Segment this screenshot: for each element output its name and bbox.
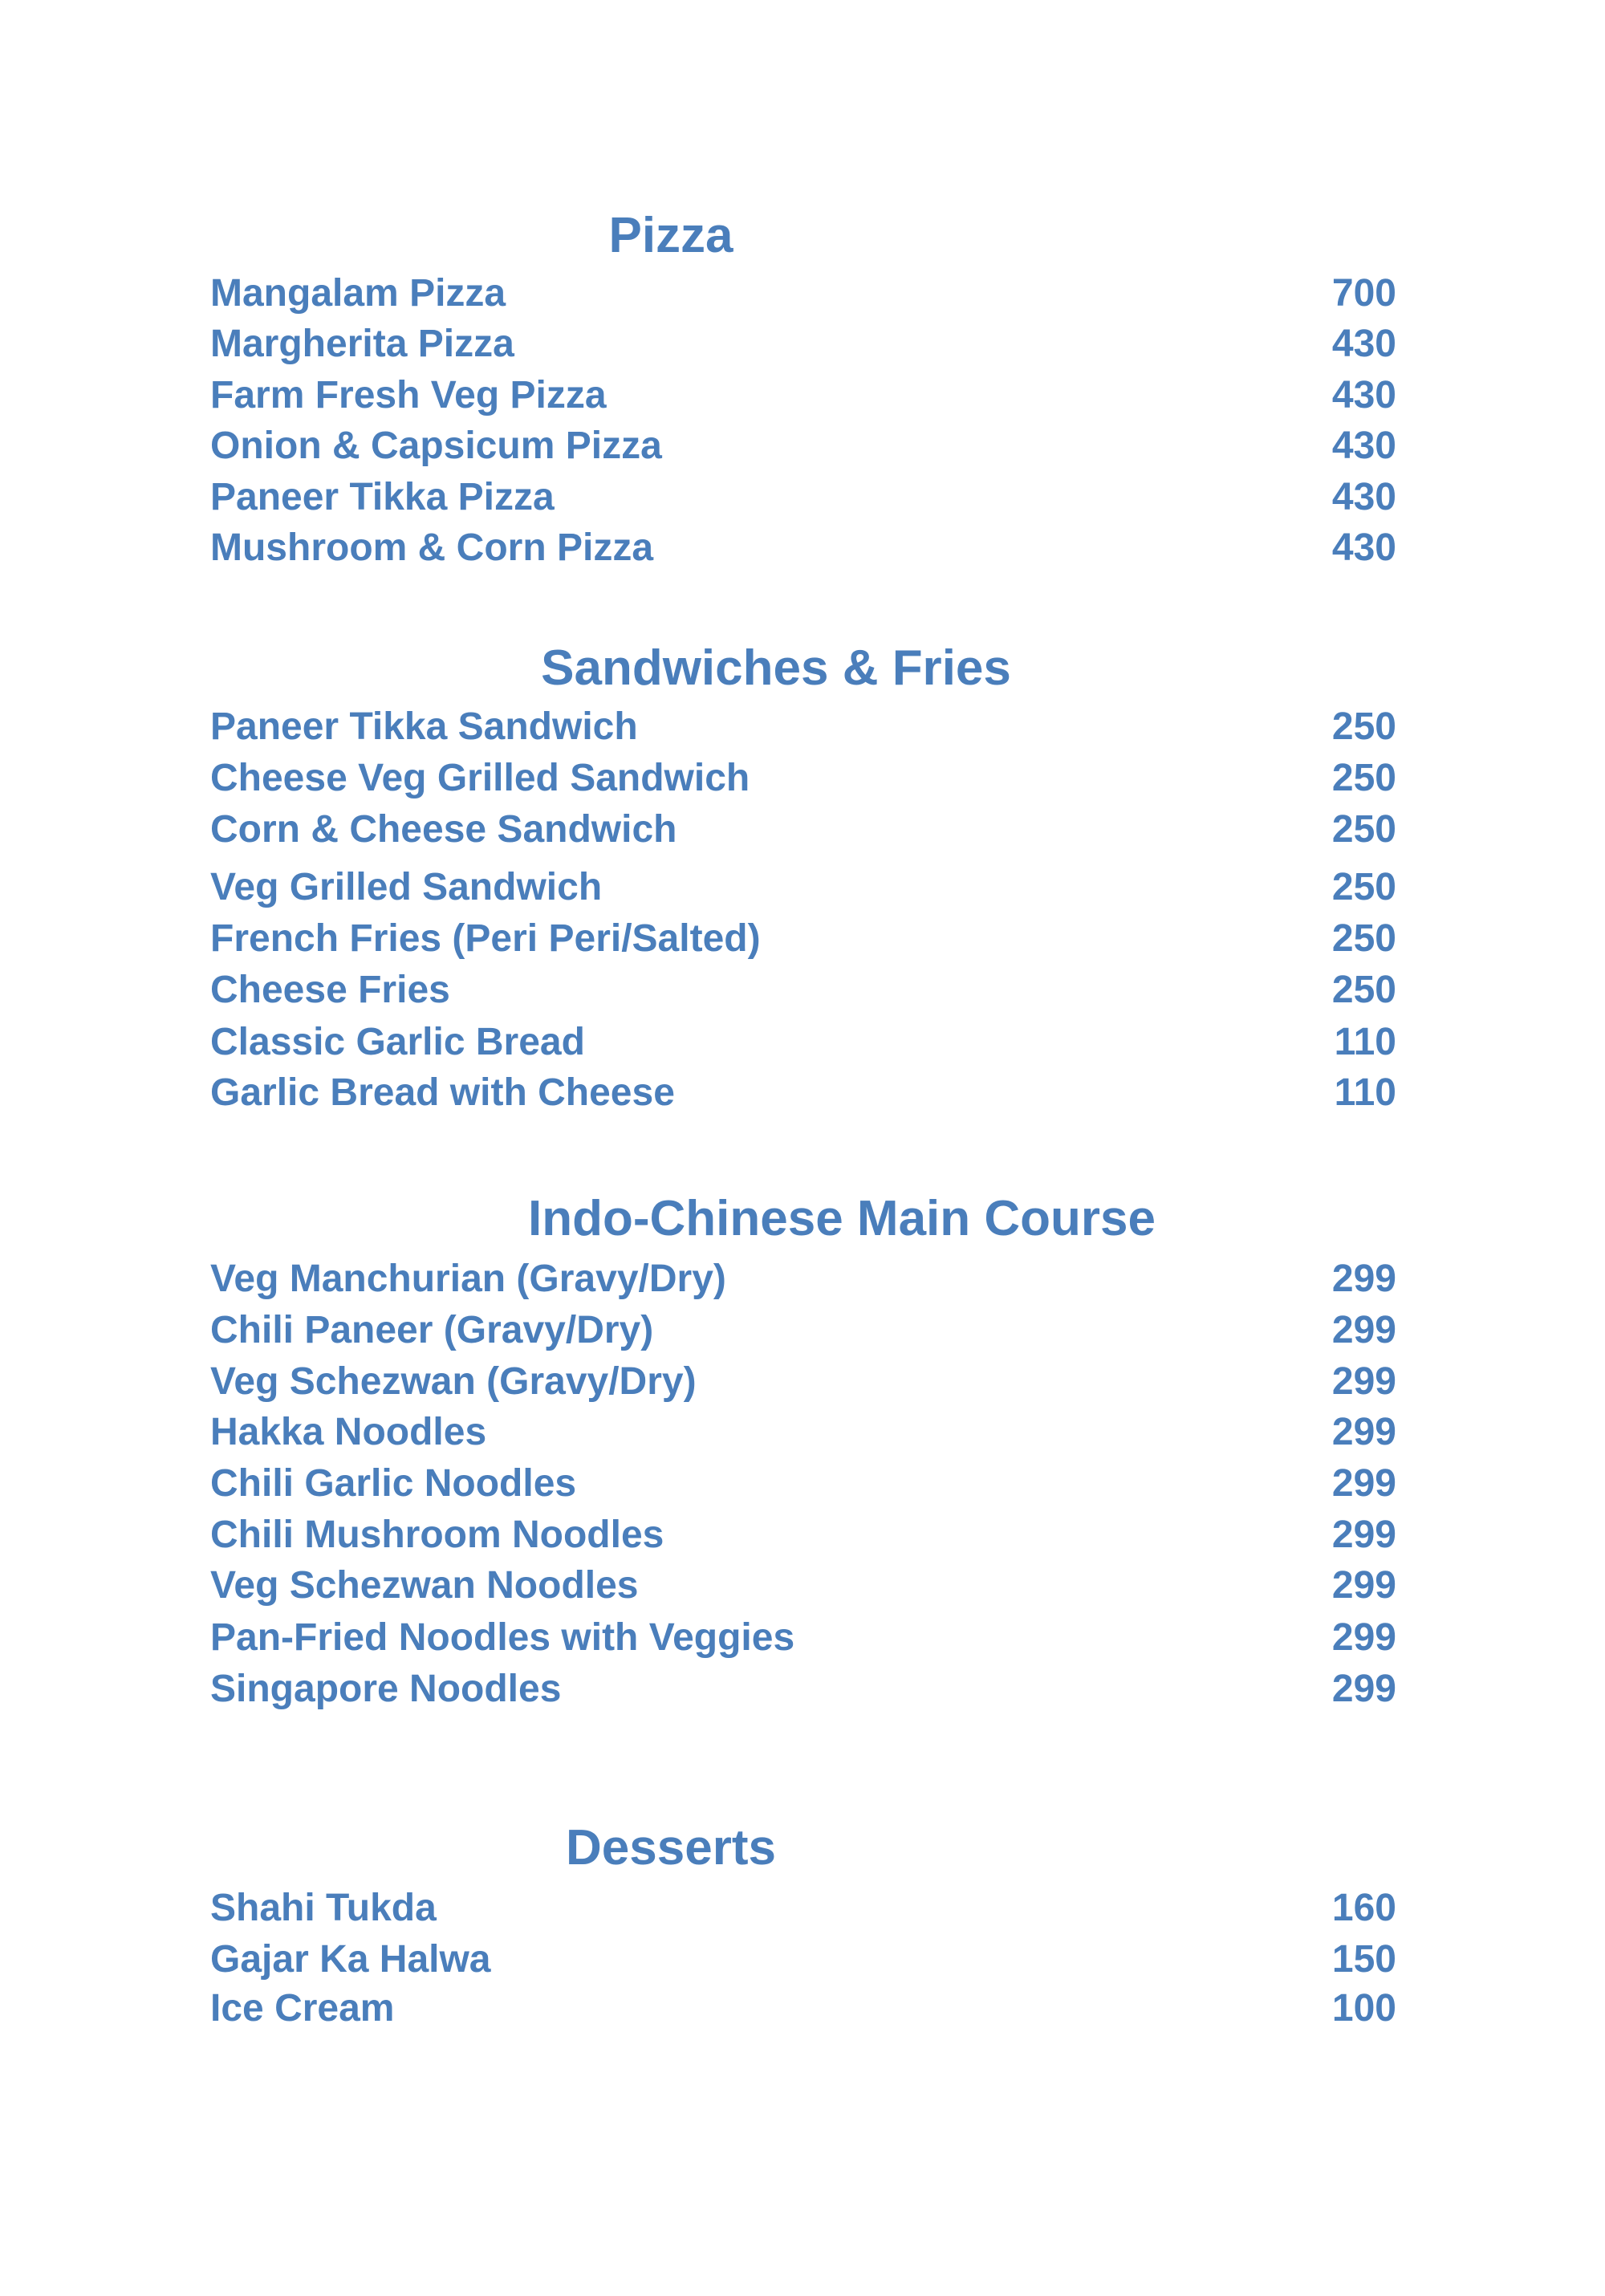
item-price: 150 [1331,1938,1396,1981]
item-name: Veg Manchurian (Gravy/Dry) [210,1258,726,1300]
item-price: 430 [1331,526,1396,569]
section-title-pizza: Pizza [608,208,733,263]
item-name: Pan-Fried Noodles with Veggies [210,1616,795,1659]
item-price: 430 [1331,425,1396,467]
list-item [210,424,1396,469]
item-name: Classic Garlic Bread [210,1021,585,1063]
item-price: 100 [1331,1987,1396,2030]
list-item [210,865,1396,910]
item-price: 250 [1331,917,1396,960]
list-item [210,1615,1396,1660]
item-name: French Fries (Peri Peri/Salted) [210,917,761,960]
item-name: Hakka Noodles [210,1411,487,1453]
list-item [210,1410,1396,1455]
section-title-sandwiches-fries: Sandwiches & Fries [541,640,1011,696]
item-price: 299 [1331,1258,1396,1300]
list-item [210,1071,1396,1115]
item-name: Paneer Tikka Sandwich [210,705,638,748]
list-item [210,1667,1396,1712]
item-name: Cheese Veg Grilled Sandwich [210,757,750,799]
item-name: Cheese Fries [210,969,450,1011]
list-item [210,1886,1396,1931]
item-price: 250 [1331,705,1396,748]
item-price: 299 [1331,1462,1396,1505]
item-name: Ice Cream [210,1987,395,2030]
list-item [210,807,1396,852]
item-name: Margherita Pizza [210,323,514,365]
item-name: Corn & Cheese Sandwich [210,808,677,851]
item-name: Veg Schezwan Noodles [210,1564,639,1607]
list-item [210,1461,1396,1506]
item-price: 299 [1331,1360,1396,1403]
item-name: Singapore Noodles [210,1668,562,1710]
item-price: 430 [1331,476,1396,518]
item-name: Garlic Bread with Cheese [210,1071,675,1114]
item-name: Farm Fresh Veg Pizza [210,374,607,417]
item-price: 299 [1331,1411,1396,1453]
list-item [210,373,1396,418]
list-item [210,271,1396,316]
list-item [210,968,1396,1013]
item-price: 299 [1331,1564,1396,1607]
item-price: 250 [1331,757,1396,799]
list-item [210,1937,1396,1982]
item-name: Chili Mushroom Noodles [210,1514,664,1556]
list-item [210,322,1396,367]
item-name: Chili Paneer (Gravy/Dry) [210,1309,654,1351]
list-item [210,756,1396,801]
item-price: 250 [1331,866,1396,908]
list-item [210,705,1396,750]
item-price: 299 [1331,1514,1396,1556]
list-item [210,1513,1396,1558]
list-item [210,1308,1396,1353]
item-price: 430 [1331,374,1396,417]
item-name: Veg Schezwan (Gravy/Dry) [210,1360,697,1403]
item-price: 250 [1331,969,1396,1011]
list-item [210,526,1396,571]
list-item [210,1563,1396,1608]
list-item [210,1359,1396,1404]
item-name: Chili Garlic Noodles [210,1462,577,1505]
item-name: Veg Grilled Sandwich [210,866,603,908]
item-name: Gajar Ka Halwa [210,1938,491,1981]
item-name: Paneer Tikka Pizza [210,476,555,518]
section-title-desserts: Desserts [566,1820,776,1875]
item-price: 160 [1331,1887,1396,1929]
item-price: 250 [1331,808,1396,851]
item-price: 299 [1331,1616,1396,1659]
list-item [210,1257,1396,1302]
item-price: 700 [1331,272,1396,315]
list-item [210,916,1396,961]
list-item [210,1986,1396,2031]
item-name: Mushroom & Corn Pizza [210,526,654,569]
item-price: 110 [1334,1021,1396,1063]
item-name: Mangalam Pizza [210,272,506,315]
item-price: 430 [1331,323,1396,365]
list-item [210,475,1396,520]
item-price: 299 [1331,1668,1396,1710]
list-item [210,1020,1396,1065]
item-price: 110 [1334,1071,1396,1114]
item-name: Onion & Capsicum Pizza [210,425,662,467]
item-price: 299 [1331,1309,1396,1351]
section-title-indo-chinese: Indo-Chinese Main Course [528,1191,1156,1246]
item-name: Shahi Tukda [210,1887,437,1929]
